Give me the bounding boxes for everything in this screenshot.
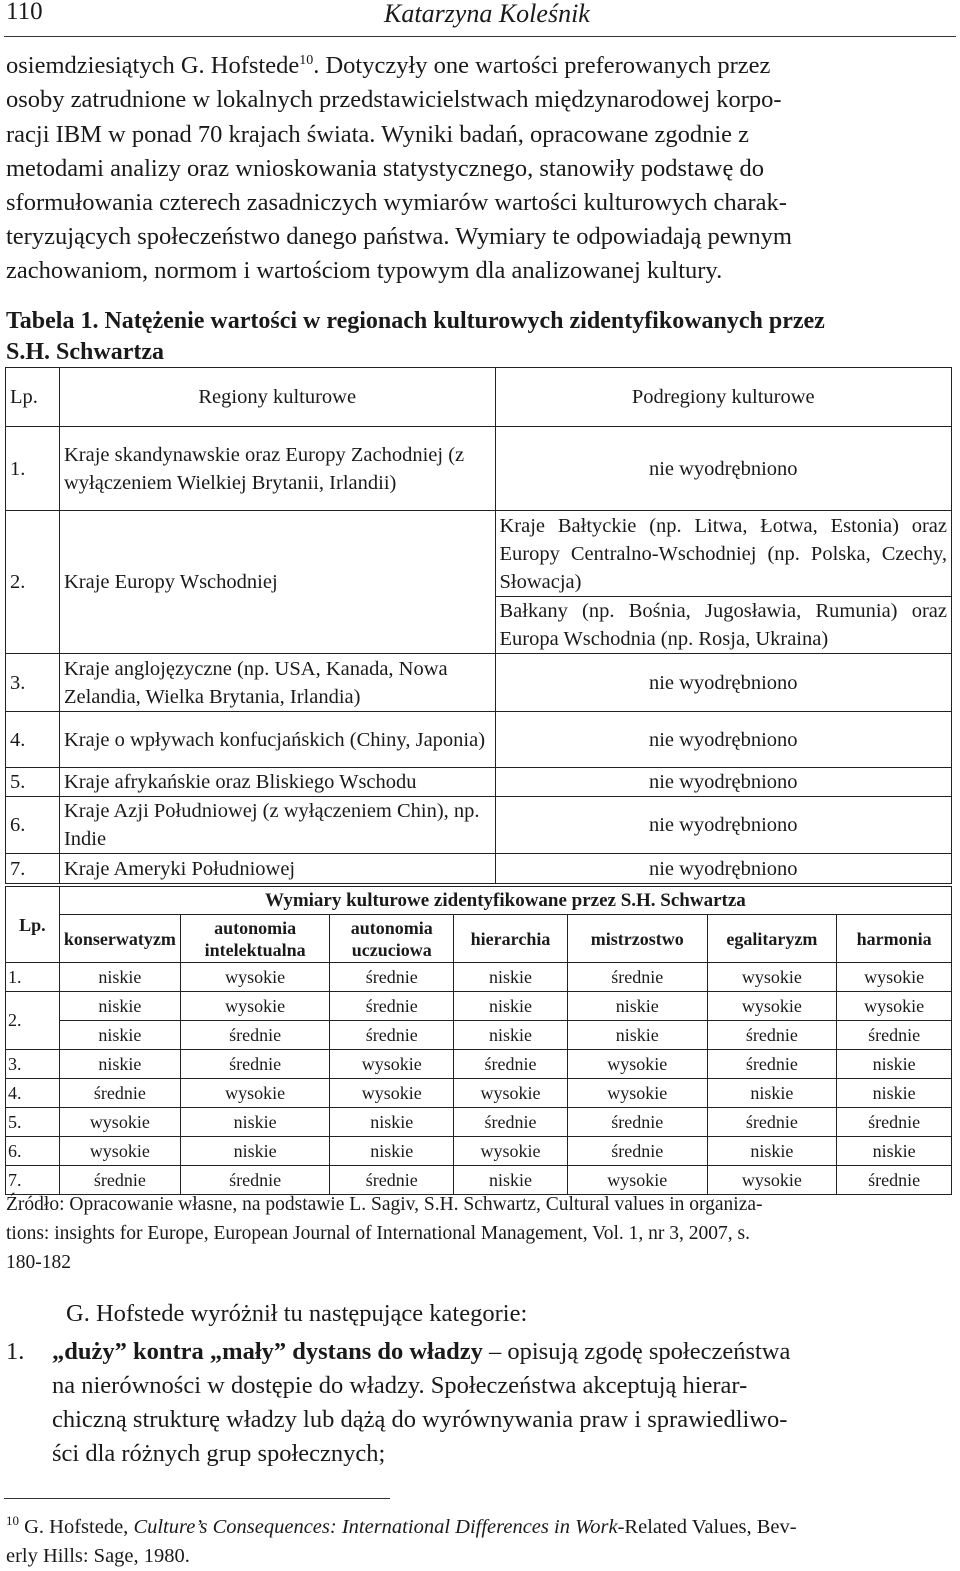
table-cell: niskie bbox=[59, 1021, 180, 1050]
table-cell: wysokie bbox=[837, 963, 952, 992]
list-number: 1. bbox=[6, 1338, 25, 1365]
table-cell: niskie bbox=[59, 992, 180, 1021]
table-cell: wysokie bbox=[567, 1050, 707, 1079]
table-cell: niskie bbox=[837, 1079, 952, 1108]
table-cell: niskie bbox=[837, 1050, 952, 1079]
table-cell: wysokie bbox=[707, 992, 837, 1021]
table-cell: średnie bbox=[330, 992, 454, 1021]
table-cell: średnie bbox=[180, 1050, 330, 1079]
dimensions-title: Wymiary kulturowe zidentyfikowane przez S.H. Schwartza bbox=[59, 887, 951, 915]
table-cell: średnie bbox=[707, 1050, 837, 1079]
table-cell: wysokie bbox=[567, 1166, 707, 1195]
table-cell: średnie bbox=[180, 1166, 330, 1195]
column-header: hierarchia bbox=[454, 915, 568, 963]
table-row: Bałkany (np. Bośnia, Jugosławia, Rumunia) oraz Europa Wschodnia (np. Rosja, Ukraina) bbox=[6, 597, 952, 654]
column-header: konserwatyzm bbox=[59, 915, 180, 963]
table-row bbox=[6, 1050, 952, 1079]
table-cell: wysokie bbox=[837, 992, 952, 1021]
table-cell: średnie bbox=[59, 1079, 180, 1108]
table-row bbox=[6, 1079, 952, 1108]
dimensions-header-row bbox=[6, 915, 952, 963]
paragraph-line: osiemdziesiątych G. Hofstede$^{10}$. Dotyczyły one wartości preferowanych przez bbox=[6, 52, 771, 80]
row-number: 1. bbox=[6, 963, 60, 992]
table-cell: wysokie bbox=[180, 992, 330, 1021]
table-cell: wysokie bbox=[567, 1079, 707, 1108]
table-row: 5. Kraje afrykańskie oraz Bliskiego Wschodu nie wyodrębniono bbox=[6, 768, 952, 797]
footnote-number: 10 bbox=[6, 1513, 19, 1528]
table-cell: wysokie bbox=[707, 1166, 837, 1195]
table-cell: średnie bbox=[330, 963, 454, 992]
table-cell: niskie bbox=[180, 1108, 330, 1137]
page-number: 110 bbox=[6, 0, 43, 25]
subregions-header: Podregiony kulturowe bbox=[495, 368, 952, 427]
table-cell: niskie bbox=[454, 963, 568, 992]
table-cell: niskie bbox=[59, 963, 180, 992]
table-cell: średnie bbox=[567, 1137, 707, 1166]
table-cell: niskie bbox=[330, 1137, 454, 1166]
table-row: 7. Kraje Ameryki Południowej nie wyodrębniono bbox=[6, 854, 952, 884]
table-cell: wysokie bbox=[180, 1079, 330, 1108]
row-number: 5. bbox=[6, 1108, 60, 1137]
row-number: 7. bbox=[6, 1166, 60, 1195]
table-cell: średnie bbox=[567, 963, 707, 992]
regions-header-row bbox=[6, 368, 952, 427]
table-cell: wysokie bbox=[454, 1079, 568, 1108]
categories-intro: G. Hofstede wyróżnił tu następujące kategorie: bbox=[66, 1300, 528, 1327]
regions-header: Regiony kulturowe bbox=[59, 368, 495, 427]
table-row bbox=[6, 963, 952, 992]
source-note: Źródło: Opracowanie własne, na podstawie L. Sagiv, S.H. Schwartz, Cultural values in organiza- tions: insights for Europe, European Journal of International Management, Vol. 1, nr 3, 2007, s. 180-182 bbox=[6, 1194, 763, 1273]
footnote: $^{10}$ G. Hofstede, Culture’s Consequences: International Differences in Work-Related Values, Bev- erly Hills: Sage, 1980. bbox=[6, 1513, 797, 1567]
table-cell: niskie bbox=[59, 1050, 180, 1079]
paragraph-line: osoby zatrudnione w lokalnych przedstawicielstwach międzynarodowej korpo- bbox=[6, 86, 782, 114]
table-row: 1. Kraje skandynawskie oraz Europy Zachodniej (z wyłączeniem Wielkiej Brytanii, Irlandii) nie wyodrębniono bbox=[6, 427, 952, 511]
lp-header: Lp. bbox=[6, 887, 60, 963]
table-cell: niskie bbox=[330, 1108, 454, 1137]
table-row bbox=[6, 1137, 952, 1166]
table-cell: niskie bbox=[837, 1137, 952, 1166]
table-row: 4. Kraje o wpływach konfucjańskich (Chiny, Japonia) nie wyodrębniono bbox=[6, 712, 952, 768]
table-cell: średnie bbox=[837, 1108, 952, 1137]
row-number: 4. bbox=[6, 1079, 60, 1108]
paragraph-line: metodami analizy oraz wnioskowania statystycznego, stanowiły podstawę do bbox=[6, 154, 764, 182]
table-cell: niskie bbox=[707, 1137, 837, 1166]
paragraph-line: zachowaniom, normom i wartościom typowym dla analizowanej kultury. bbox=[6, 257, 723, 285]
list-term: „duży” kontra „mały” dystans do władzy bbox=[52, 1338, 483, 1365]
table-cell: średnie bbox=[567, 1108, 707, 1137]
table-cell: niskie bbox=[567, 992, 707, 1021]
table-row: 6. Kraje Azji Południowej (z wyłączeniem Chin), np. Indie nie wyodrębniono bbox=[6, 797, 952, 854]
table-cell: wysokie bbox=[59, 1137, 180, 1166]
footnote-book-title: Culture’s Consequences: International Differences in Work bbox=[133, 1515, 618, 1538]
row-number: 2. bbox=[6, 992, 60, 1050]
table-cell: wysokie bbox=[330, 1079, 454, 1108]
table-cell: wysokie bbox=[707, 963, 837, 992]
table-cell: średnie bbox=[837, 1166, 952, 1195]
table-cell: średnie bbox=[330, 1166, 454, 1195]
table-caption: Tabela 1. Natężenie wartości w regionach kulturowych zidentyfikowanych przez S.H. Schwartza bbox=[6, 308, 825, 365]
table-cell: średnie bbox=[707, 1021, 837, 1050]
table-cell: niskie bbox=[567, 1021, 707, 1050]
column-header: autonomia uczuciowa bbox=[330, 915, 454, 963]
footnote-rule bbox=[4, 1498, 390, 1499]
dimensions-table bbox=[5, 886, 952, 1195]
table-cell: średnie bbox=[180, 1021, 330, 1050]
table-row bbox=[6, 1108, 952, 1137]
table-row: 3. Kraje anglojęzyczne (np. USA, Kanada, Nowa Zelandia, Wielka Brytania, Irlandia) nie wyodrębniono bbox=[6, 654, 952, 712]
table-row: 2. Kraje Europy Wschodniej Kraje Bałtyckie (np. Litwa, Łotwa, Estonia) oraz Europy Centralno-Wschodniej (np. Polska, Czechy, Słowacja) bbox=[6, 511, 952, 597]
table-cell: niskie bbox=[707, 1079, 837, 1108]
table-cell: średnie bbox=[330, 1021, 454, 1050]
paragraph-line: racji IBM w ponad 70 krajach świata. Wyniki badań, opracowane zgodnie z bbox=[6, 120, 750, 148]
row-number: 6. bbox=[6, 1137, 60, 1166]
table-cell: wysokie bbox=[180, 963, 330, 992]
table-cell: niskie bbox=[180, 1137, 330, 1166]
column-header: autonomia intelektualna bbox=[180, 915, 330, 963]
running-header-author: Katarzyna Koleśnik bbox=[384, 0, 590, 28]
table-cell: wysokie bbox=[59, 1108, 180, 1137]
table-cell: średnie bbox=[59, 1166, 180, 1195]
table-row bbox=[6, 1021, 952, 1050]
table-cell: średnie bbox=[707, 1108, 837, 1137]
table-cell: wysokie bbox=[330, 1050, 454, 1079]
lp-header: Lp. bbox=[6, 368, 60, 427]
table-cell: niskie bbox=[454, 992, 568, 1021]
regions-table bbox=[5, 367, 952, 884]
table-cell: średnie bbox=[454, 1108, 568, 1137]
list-item: 1. „duży” kontra „mały” dystans do władzy – opisują zgodę społeczeństwa na nierówności w dostępie do władzy. Społeczeństwa akceptują hierar- chiczną strukturę władzy lub dążą do wyrównywania praw i sprawiedliwo- ści dla różnych grup społecznych; bbox=[6, 1335, 952, 1471]
intro-paragraph bbox=[6, 44, 952, 289]
dimensions-title-row bbox=[6, 887, 952, 915]
table-cell: średnie bbox=[454, 1050, 568, 1079]
table-cell: średnie bbox=[837, 1021, 952, 1050]
column-header: mistrzostwo bbox=[567, 915, 707, 963]
column-header: harmonia bbox=[837, 915, 952, 963]
paragraph-line: teryzujących społeczeństwo danego państwa. Wymiary te odpowiadają pewnym bbox=[6, 223, 792, 251]
row-number: 3. bbox=[6, 1050, 60, 1079]
running-header bbox=[4, 0, 956, 37]
column-header: egalitaryzm bbox=[707, 915, 837, 963]
paragraph-line: sformułowania czterech zasadniczych wymiarów wartości kulturowych charak- bbox=[6, 188, 787, 216]
table-row bbox=[6, 992, 952, 1021]
table-cell: niskie bbox=[454, 1166, 568, 1195]
table-cell: wysokie bbox=[454, 1137, 568, 1166]
footnote-reference[interactable]: 10 bbox=[299, 53, 314, 68]
table-cell: niskie bbox=[454, 1021, 568, 1050]
